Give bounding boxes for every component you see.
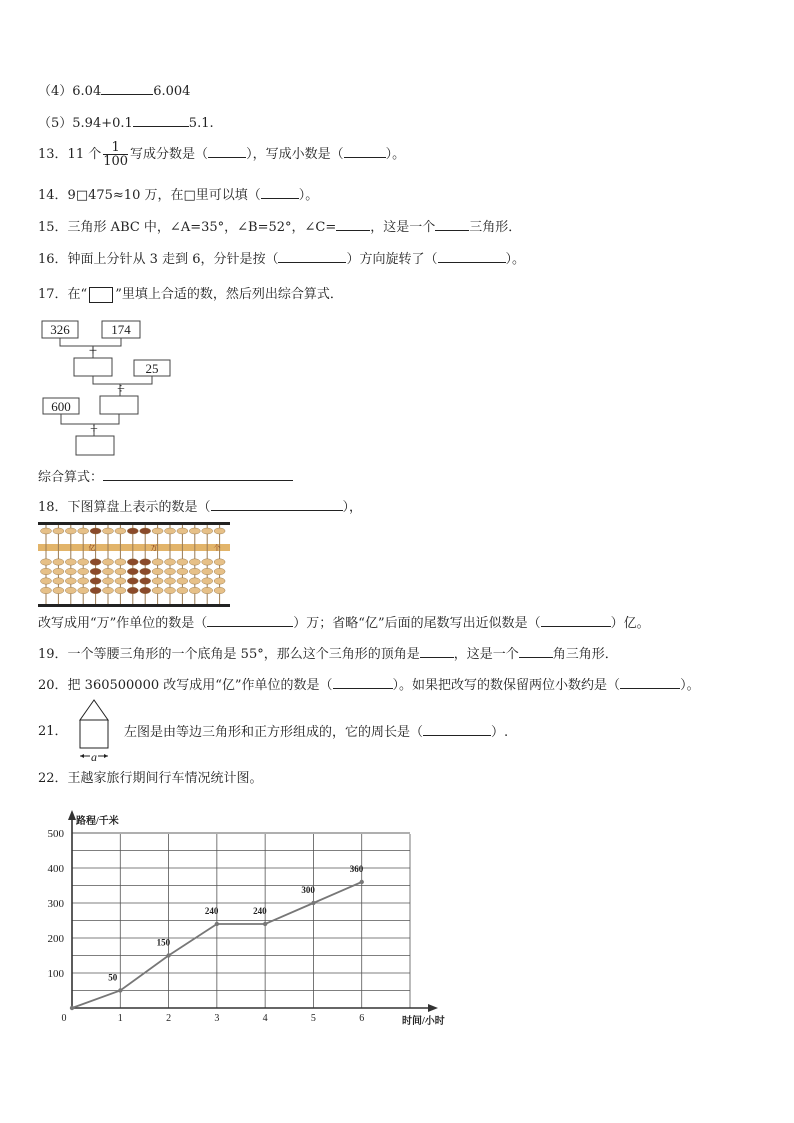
num-174: 174 bbox=[111, 322, 131, 337]
answer-blank[interactable] bbox=[344, 145, 386, 158]
abacus-bead bbox=[103, 587, 114, 593]
question-14: 14．9□475≈10 万，在□里可以填（ ）。 bbox=[38, 188, 319, 203]
abacus-bead bbox=[78, 568, 89, 574]
question-17: 17．在“ ”里填上合适的数，然后列出综合算式． bbox=[38, 287, 343, 302]
abacus-bead bbox=[214, 587, 225, 593]
question-15: 15．三角形 ABC 中，∠A=35°，∠B=52°，∠C= ，这是一个 三角形． bbox=[38, 220, 522, 235]
abacus-bead bbox=[189, 587, 200, 593]
answer-blank[interactable] bbox=[438, 250, 506, 263]
question-21-number: 21． bbox=[38, 724, 68, 739]
abacus-bead bbox=[90, 587, 101, 593]
abacus-bead bbox=[127, 578, 138, 584]
abacus-bead bbox=[140, 587, 151, 593]
abacus-bead bbox=[177, 568, 188, 574]
abacus-bead bbox=[152, 578, 163, 584]
num-326: 326 bbox=[50, 322, 70, 337]
data-point bbox=[70, 1006, 74, 1010]
y-axis-arrow-icon bbox=[68, 810, 76, 820]
question-4: （4）6.04 6.004 bbox=[38, 84, 191, 99]
abacus-bead bbox=[177, 559, 188, 565]
num-25: 25 bbox=[145, 361, 159, 376]
abacus-bead bbox=[140, 559, 151, 565]
abacus-bead bbox=[78, 528, 89, 534]
answer-blank[interactable] bbox=[333, 676, 393, 689]
data-point bbox=[311, 901, 315, 905]
calculation-flow-diagram bbox=[36, 316, 186, 462]
abacus-bead bbox=[152, 587, 163, 593]
abacus-bead bbox=[152, 559, 163, 565]
abacus-bead bbox=[115, 578, 126, 584]
abacus-bead bbox=[165, 578, 176, 584]
data-label: 240 bbox=[253, 906, 267, 916]
x-tick-label: 5 bbox=[310, 1013, 316, 1024]
data-label: 240 bbox=[204, 906, 219, 916]
abacus-bead bbox=[53, 587, 64, 593]
divide-sign: ÷ bbox=[90, 422, 98, 437]
y-tick-label: 100 bbox=[47, 968, 64, 980]
abacus-bead bbox=[115, 568, 126, 574]
answer-blank[interactable] bbox=[435, 218, 469, 231]
abacus-bead bbox=[127, 528, 138, 534]
data-point bbox=[118, 988, 122, 992]
abacus-bead bbox=[65, 528, 76, 534]
abacus-bead bbox=[165, 587, 176, 593]
question-16: 16．钟面上分针从 3 走到 6，分针是按（ ）方向旋转了（ ）。 bbox=[38, 252, 526, 267]
abacus-bead bbox=[202, 528, 213, 534]
answer-blank[interactable] bbox=[261, 186, 299, 199]
abacus-bead bbox=[90, 528, 101, 534]
line-chart bbox=[36, 808, 476, 1034]
abacus-bead bbox=[165, 568, 176, 574]
answer-blank[interactable] bbox=[620, 676, 680, 689]
combined-formula-line: 综合算式： bbox=[38, 468, 293, 487]
x-tick-label: 2 bbox=[166, 1013, 172, 1024]
answer-blank[interactable] bbox=[278, 250, 346, 263]
question-18-line-2: 改写成用“万”作单位的数是（ ）万；省略“亿”后面的尾数写出近似数是（ ）亿。 bbox=[38, 616, 650, 631]
answer-blank[interactable] bbox=[133, 114, 189, 127]
mark-ge: 个 bbox=[213, 544, 221, 552]
y-tick-label: 300 bbox=[47, 898, 64, 910]
abacus-bead bbox=[214, 578, 225, 584]
abacus-bead bbox=[90, 559, 101, 565]
question-22: 22．王越家旅行期间行车情况统计图。 bbox=[38, 771, 263, 786]
abacus-bead bbox=[103, 578, 114, 584]
abacus-bead bbox=[152, 568, 163, 574]
data-label: 360 bbox=[349, 864, 364, 874]
empty-box-icon bbox=[89, 287, 113, 303]
abacus-bead bbox=[152, 528, 163, 534]
abacus-bead bbox=[202, 559, 213, 565]
x-tick-label: 6 bbox=[359, 1013, 365, 1024]
box-result-final[interactable] bbox=[76, 436, 114, 455]
abacus-bead bbox=[53, 568, 64, 574]
question-19: 19．一个等腰三角形的一个底角是 55°，那么这个三角形的顶角是 ，这是一个 角三角形． bbox=[38, 647, 618, 662]
abacus-bead bbox=[177, 528, 188, 534]
abacus-bead bbox=[127, 568, 138, 574]
triangle bbox=[80, 700, 108, 720]
house-shape-figure bbox=[76, 698, 120, 764]
data-label: 150 bbox=[156, 937, 171, 948]
abacus-bead bbox=[165, 528, 176, 534]
num-600: 600 bbox=[51, 399, 71, 414]
data-point bbox=[360, 880, 364, 884]
question-18: 18．下图算盘上表示的数是（ ）， bbox=[38, 500, 363, 515]
y-tick-label: 500 bbox=[47, 828, 64, 840]
answer-blank[interactable] bbox=[336, 218, 370, 231]
question-5: （5）5.94+0.1 5.1. bbox=[38, 116, 214, 131]
answer-blank[interactable] bbox=[423, 723, 491, 736]
abacus-bead bbox=[53, 559, 64, 565]
abacus-bead bbox=[177, 587, 188, 593]
y-tick-label: 400 bbox=[47, 863, 64, 875]
abacus-bead bbox=[140, 528, 151, 534]
abacus-bead bbox=[53, 578, 64, 584]
abacus-bead bbox=[140, 578, 151, 584]
y-tick-label: 200 bbox=[47, 933, 64, 945]
abacus-bead bbox=[214, 559, 225, 565]
abacus-bead bbox=[127, 559, 138, 565]
abacus-bead bbox=[78, 578, 89, 584]
fraction: $\frac{1}{100}$ bbox=[103, 140, 129, 169]
box-result-1[interactable] bbox=[74, 358, 112, 376]
abacus bbox=[38, 522, 230, 608]
abacus-bead bbox=[103, 568, 114, 574]
abacus-bead bbox=[65, 587, 76, 593]
data-point bbox=[263, 922, 267, 926]
abacus-bead bbox=[165, 559, 176, 565]
data-label: 300 bbox=[301, 885, 315, 895]
abacus-bead bbox=[189, 568, 200, 574]
y-axis-label: 路程/千米 bbox=[76, 816, 119, 827]
answer-blank[interactable] bbox=[541, 614, 611, 627]
abacus-bead bbox=[189, 559, 200, 565]
x-tick-label: 0 bbox=[61, 1013, 67, 1024]
answer-blank[interactable] bbox=[103, 468, 293, 481]
abacus-bead bbox=[65, 568, 76, 574]
abacus-bead bbox=[103, 528, 114, 534]
abacus-bead bbox=[202, 578, 213, 584]
data-point bbox=[215, 922, 219, 926]
question-21: 左图是由等边三角形和正方形组成的，它的周长是（ ）. bbox=[124, 725, 509, 740]
abacus-bead bbox=[90, 568, 101, 574]
answer-blank[interactable] bbox=[208, 145, 246, 158]
x-tick-label: 4 bbox=[262, 1013, 268, 1024]
abacus-bead bbox=[115, 528, 126, 534]
abacus-bead bbox=[214, 568, 225, 574]
abacus-bead bbox=[41, 578, 52, 584]
abacus-bead bbox=[41, 528, 52, 534]
abacus-bead bbox=[189, 528, 200, 534]
x-axis-label: 时间/小时 bbox=[402, 1016, 445, 1027]
plus-sign: + bbox=[88, 343, 98, 359]
abacus-bead bbox=[202, 587, 213, 593]
abacus-bead bbox=[103, 559, 114, 565]
x-tick-label: 3 bbox=[214, 1013, 220, 1024]
x-axis-arrow-icon bbox=[428, 1004, 438, 1012]
mark-wan: 万 bbox=[150, 544, 158, 552]
abacus-bead bbox=[202, 568, 213, 574]
abacus-bead bbox=[65, 559, 76, 565]
abacus-bead bbox=[41, 559, 52, 565]
abacus-bead bbox=[177, 578, 188, 584]
abacus-bead bbox=[41, 587, 52, 593]
abacus-bead bbox=[78, 559, 89, 565]
question-13: 13．11 个 $\frac{1}{100}$ 写成分数是（ ），写成小数是（ ）。 bbox=[38, 140, 406, 169]
data-point bbox=[166, 953, 170, 957]
square bbox=[80, 720, 108, 748]
abacus-bead bbox=[78, 587, 89, 593]
abacus-bead bbox=[90, 578, 101, 584]
abacus-bead bbox=[140, 568, 151, 574]
box-result-2[interactable] bbox=[100, 396, 138, 414]
answer-blank[interactable] bbox=[420, 645, 454, 658]
abacus-bead bbox=[53, 528, 64, 534]
abacus-bead bbox=[41, 568, 52, 574]
answer-blank[interactable] bbox=[101, 82, 153, 95]
side-label: a bbox=[91, 750, 97, 764]
data-label: 50 bbox=[108, 972, 118, 983]
answer-blank[interactable] bbox=[211, 498, 343, 511]
mark-yi: 亿 bbox=[88, 544, 96, 552]
abacus-bead bbox=[214, 528, 225, 534]
divide-sign: ÷ bbox=[117, 382, 125, 397]
abacus-bead bbox=[189, 578, 200, 584]
abacus-bead bbox=[65, 578, 76, 584]
question-20: 20．把 360500000 改写成用“亿”作单位的数是（ ）。如果把改写的数保留两位小数约是（ ）。 bbox=[38, 678, 700, 693]
x-tick-label: 1 bbox=[117, 1013, 123, 1024]
abacus-bead bbox=[127, 587, 138, 593]
abacus-bead bbox=[115, 587, 126, 593]
abacus-bead bbox=[115, 559, 126, 565]
answer-blank[interactable] bbox=[519, 645, 553, 658]
answer-blank[interactable] bbox=[207, 614, 293, 627]
